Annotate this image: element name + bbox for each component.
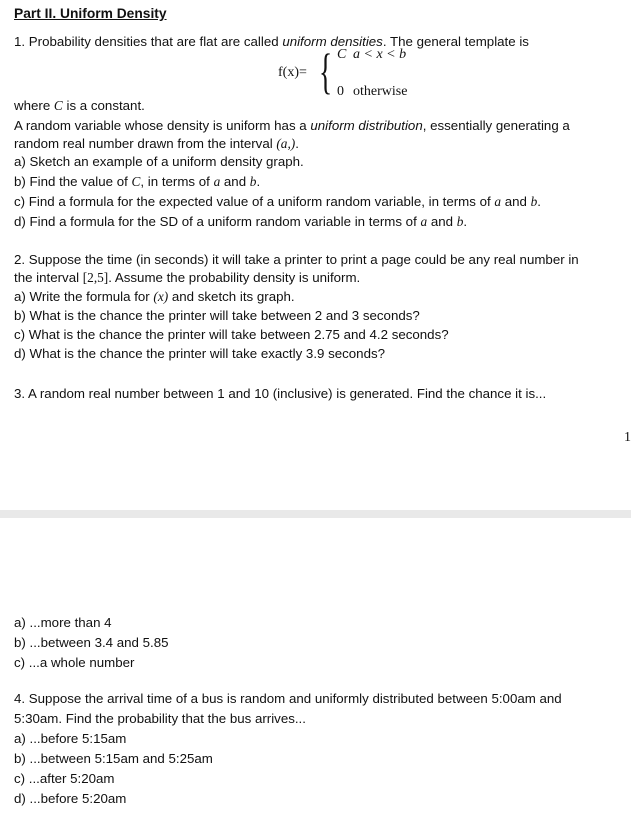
part-title: Part II. Uniform Density xyxy=(14,6,167,21)
q2-part-a: a) Write the formula for (x) and sketch its graph. xyxy=(14,289,295,304)
q1-part-d: d) Find a formula for the SD of a uniform random variable in terms of a and b. xyxy=(14,214,468,229)
q1-where: where C is a constant. xyxy=(14,98,145,113)
q1-line3: random real number drawn from the interval (a,). xyxy=(14,136,299,151)
q4-part-c: c) ...after 5:20am xyxy=(14,771,115,786)
formula-brace: { xyxy=(319,43,333,99)
q4-part-a: a) ...before 5:15am xyxy=(14,731,127,746)
q3-line1: 3. A random real number between 1 and 10 (inclusive) is generated. Find the chance it is... xyxy=(14,386,547,401)
q4-part-b: b) ...between 5:15am and 5:25am xyxy=(14,751,213,766)
q1-line2: A random variable whose density is uniform has a uniform distribution, essentially generating a xyxy=(14,118,570,133)
q4-part-d: d) ...before 5:20am xyxy=(14,791,127,806)
formula-case1-value: C xyxy=(337,47,347,62)
q1-part-b: b) Find the value of C, in terms of a and b. xyxy=(14,174,261,189)
formula-case2-condition: otherwise xyxy=(353,84,408,99)
q2-part-c: c) What is the chance the printer will take between 2.75 and 4.2 seconds? xyxy=(14,327,449,342)
formula-case2-value: 0 xyxy=(337,84,344,99)
q3-part-a: a) ...more than 4 xyxy=(14,615,112,630)
page-break-divider xyxy=(0,510,631,518)
q3-part-c: c) ...a whole number xyxy=(14,655,135,670)
page-number: 1 xyxy=(624,430,631,445)
q3-part-b: b) ...between 3.4 and 5.85 xyxy=(14,635,169,650)
q1-part-c: c) Find a formula for the expected value of a uniform random variable, in terms of a and b. xyxy=(14,194,541,209)
q1-intro: 1. Probability densities that are flat are called uniform densities. The general template is xyxy=(14,34,529,49)
q1-part-a: a) Sketch an example of a uniform density graph. xyxy=(14,154,304,169)
q2-line1: 2. Suppose the time (in seconds) it will take a printer to print a page could be any real number in xyxy=(14,252,579,267)
q2-line2: the interval [2,5]. Assume the probability density is uniform. xyxy=(14,270,361,285)
formula-lhs: f(x)= xyxy=(278,65,307,80)
formula-case1-condition: a < x < b xyxy=(353,47,407,62)
q2-part-d: d) What is the chance the printer will take exactly 3.9 seconds? xyxy=(14,346,386,361)
q4-line2: 5:30am. Find the probability that the bus arrives... xyxy=(14,711,306,726)
q4-line1: 4. Suppose the arrival time of a bus is random and uniformly distributed between 5:00am and xyxy=(14,691,562,706)
q2-part-b: b) What is the chance the printer will take between 2 and 3 seconds? xyxy=(14,308,420,323)
